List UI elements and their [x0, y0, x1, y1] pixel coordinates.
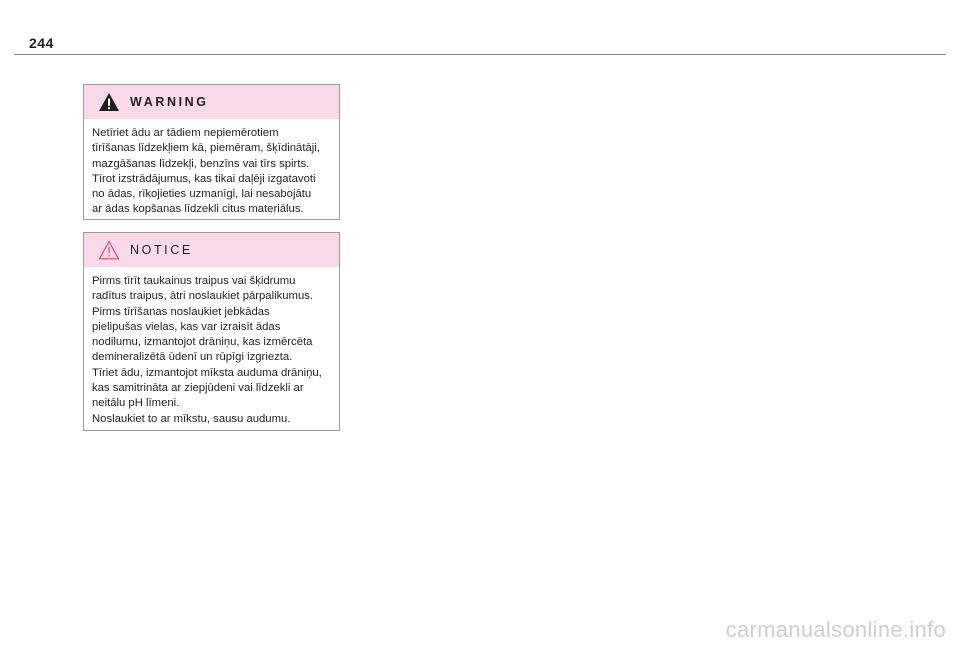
- warning-box: [83, 84, 340, 220]
- warning-title: WARNING: [130, 95, 209, 109]
- header-divider: [14, 54, 946, 55]
- warning-line: Tīrot izstrādājumus, kas tikai daļēji izgatavoti: [92, 172, 316, 185]
- notice-line: neitālu pH līmeni.: [92, 397, 180, 410]
- notice-line: radītus traipus, ātri noslaukiet pārpalikumus.: [92, 290, 314, 303]
- warning-line: mazgāšanas līdzekļi, benzīns vai tīrs spirts.: [92, 157, 310, 170]
- notice-line: nodilumu, izmantojot drāniņu, kas izmērcēta: [92, 336, 313, 349]
- notice-line: kas samitrināta ar ziepjūdeni vai līdzekli ar: [92, 382, 304, 395]
- warning-triangle-icon: [98, 92, 120, 112]
- warning-text: [84, 119, 339, 218]
- warning-line: Netīriet ādu ar tādiem nepiemērotiem: [92, 127, 279, 139]
- watermark: carmanualsonline.info: [725, 617, 946, 642]
- warning-line: ar ādas kopšanas līdzekli citus materiālus.: [92, 203, 304, 216]
- notice-line: demineralizētā ūdenī un rūpīgi izgriezta.: [92, 351, 293, 364]
- notice-line: Noslaukiet to ar mīkstu, sausu audumu.: [92, 412, 291, 425]
- notice-line: Pirms tīrīšanas noslaukiet jebkādas: [92, 305, 270, 318]
- notice-triangle-icon: [98, 240, 120, 260]
- notice-text: [84, 267, 339, 427]
- page-number: 244: [29, 35, 54, 51]
- warning-line: tīrīšanas līdzekļiem kā, piemēram, šķīdinātāji,: [92, 142, 320, 155]
- notice-line: pielipušas vielas, kas var izraisīt ādas: [92, 320, 281, 333]
- notice-header: [84, 233, 339, 267]
- warning-header: [84, 85, 339, 119]
- warning-line: no ādas, rīkojieties uzmanīgi, lai nesabojātu: [92, 188, 312, 201]
- notice-box: [83, 232, 340, 431]
- notice-title: NOTICE: [130, 243, 193, 257]
- notice-line: Pirms tīrīt taukainus traipus vai šķidrumu: [92, 275, 296, 287]
- notice-line: Tīriet ādu, izmantojot mīksta auduma drāniņu,: [92, 366, 322, 379]
